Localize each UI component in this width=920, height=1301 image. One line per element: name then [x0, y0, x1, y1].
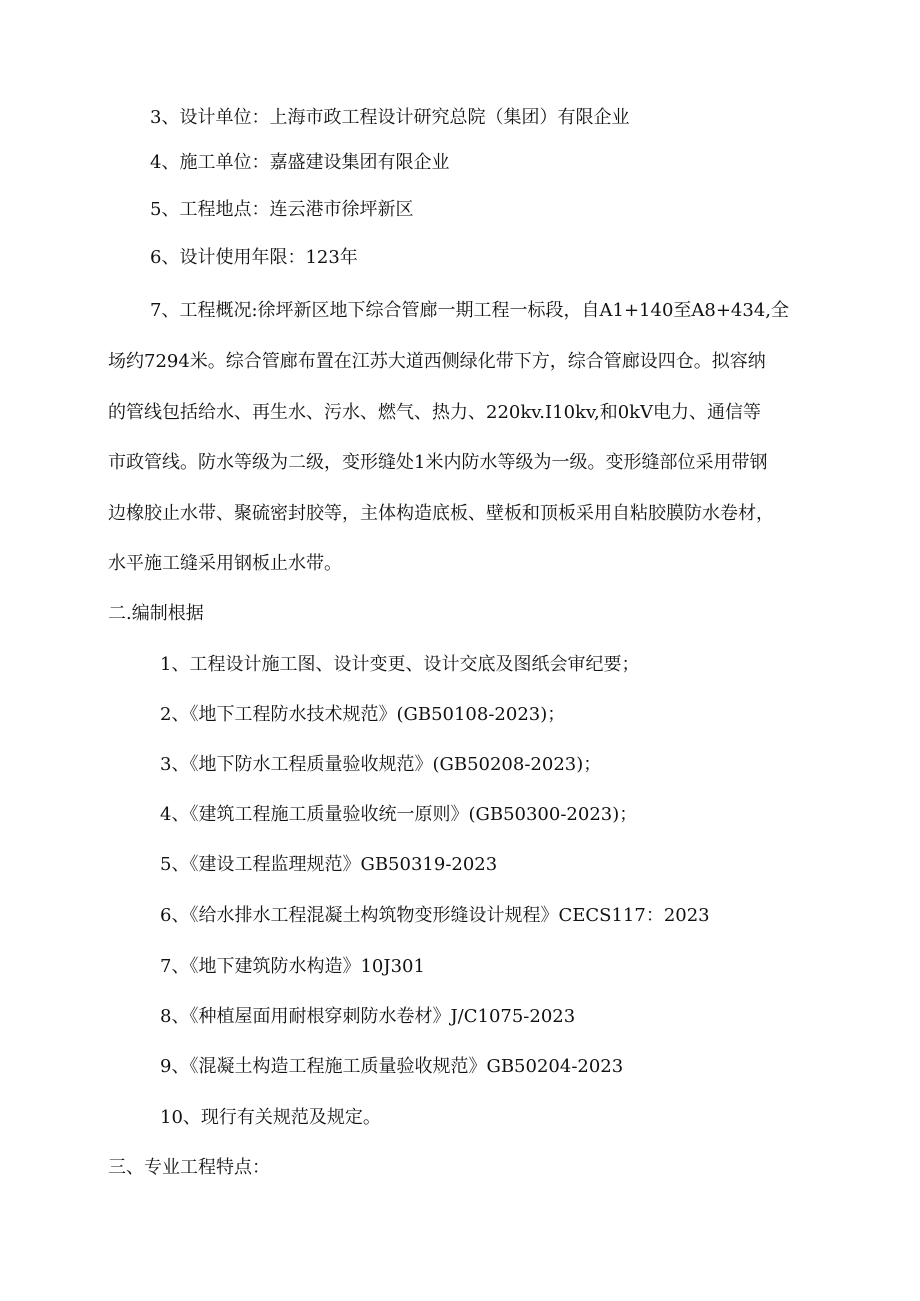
basis-item: 3、《地下防水工程质量验收规范》(GB50208-2023)； — [160, 754, 602, 775]
basis-item: 7、《地下建筑防水构造》10J301 — [160, 956, 425, 977]
basis-item: 6、《给水排水工程混凝土构筑物变形缝设计规程》CECS117：2023 — [160, 905, 710, 926]
info-item-service-life: 6、设计使用年限：123年 — [150, 247, 358, 268]
info-item-construction-unit: 4、施工单位：嘉盛建设集团有限企业 — [150, 152, 450, 173]
overview-line: 市政管线。防水等级为二级，变形缝处1米内防水等级为一级。变形缝部位采用带钢 — [108, 452, 768, 473]
basis-item: 2、《地下工程防水技术规范》(GB50108-2023)； — [160, 704, 566, 725]
basis-item: 9、《混凝土构造工程施工质量验收规范》GB50204-2023 — [160, 1056, 624, 1077]
section-heading-features: 三、专业工程特点： — [108, 1157, 270, 1178]
basis-item: 5、《建设工程监理规范》GB50319-2023 — [160, 854, 498, 875]
section-heading-basis: 二.编制根据 — [108, 603, 204, 624]
overview-line: 7、工程概况:徐坪新区地下综合管廊一期工程一标段，自A1+140至A8+434,全 — [150, 300, 790, 321]
overview-line: 边橡胶止水带、聚硫密封胶等，主体构造底板、壁板和顶板采用自粘胶膜防水卷材， — [108, 503, 774, 524]
basis-item: 4、《建筑工程施工质量验收统一原则》(GB50300-2023)； — [160, 804, 638, 825]
basis-item: 1、工程设计施工图、设计变更、设计交底及图纸会审纪要； — [160, 654, 640, 675]
info-item-location: 5、工程地点：连云港市徐坪新区 — [150, 199, 414, 220]
basis-item: 8、《种植屋面用耐根穿刺防水卷材》J/C1075-2023 — [160, 1006, 576, 1027]
info-item-design-unit: 3、设计单位：上海市政工程设计研究总院（集团）有限企业 — [150, 107, 630, 128]
overview-line: 场约7294米。综合管廊布置在江苏大道西侧绿化带下方，综合管廊设四仓。拟容纳 — [108, 351, 766, 372]
basis-item: 10、现行有关规范及规定。 — [160, 1107, 381, 1128]
overview-line: 水平施工缝采用钢板止水带。 — [108, 553, 342, 574]
overview-line: 的管线包括给水、再生水、污水、燃气、热力、220kv.I10kv,和0kV电力、通信等 — [108, 402, 762, 423]
